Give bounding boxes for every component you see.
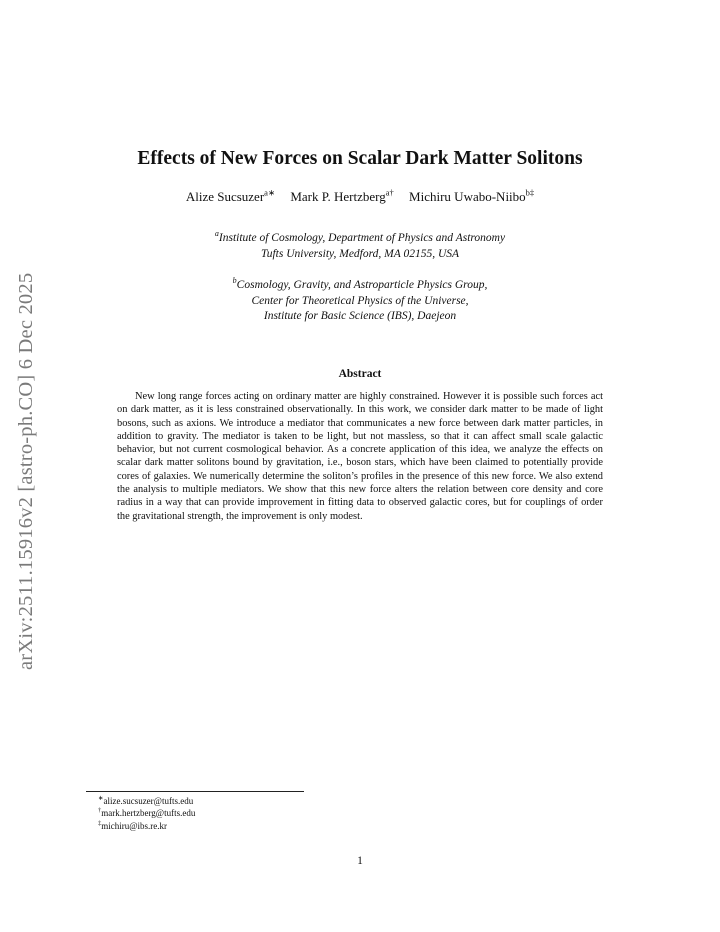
author-marks: a∗ [264, 187, 276, 198]
footnote-divider [86, 791, 304, 792]
author [186, 189, 275, 204]
affiliation-mark: b [232, 276, 237, 286]
abstract-heading: Abstract [338, 368, 382, 380]
footnote [98, 820, 195, 832]
author-name: Michiru Uwabo-Niibo [409, 189, 526, 204]
abstract-text: New long range forces acting on ordinary matter are highly constrained. However it is possible such forces act on dark matter, as it is less constrained observationally. In this work, we consider dark matter to be made of light bosons, such as axions. We introduce a mediator that communicates a new force between dark matter particles, in addition to gravity. The mediator is taken to be light, but not massless, so that it can affect small scale galactic behavior, but not current cosmological behavior. As a concrete application of this idea, we analyze the effects on scalar dark matter solitons bound by gravitation, i.e., boson stars, which have been claimed to potentially provide cores of galaxies. We numerically determine the soliton’s profiles in the presence of this new force. We also extend the analysis to multiple mediators. We show that this new force alters the relation between core density and core radius in a way that can provide improvement in fitting data to observed galactic cores, but for couplings of order the gravitational strength, the improvement is only modest. [117, 391, 603, 522]
affiliation-line: Tufts University, Medford, MA 02155, USA [260, 247, 460, 260]
page-number: 1 [357, 855, 363, 867]
author-name: Alize Sucsuzer [185, 189, 265, 204]
paper-title: Effects of New Forces on Scalar Dark Matter Solitons [137, 148, 583, 169]
footnotes [98, 795, 195, 832]
footnote-mark: ‡ [98, 819, 102, 827]
footnote-email: alize.sucsuzer@tufts.edu [103, 796, 194, 806]
affiliation-text: Institute of Cosmology, Department of Physics and Astronomy [218, 232, 506, 244]
arxiv-identifier: arXiv:2511.15916v2 [astro-ph.CO] 6 Dec 2025 [15, 272, 37, 670]
footnote [98, 807, 195, 819]
affiliation-line [0, 231, 720, 247]
author [290, 189, 393, 204]
author-list [0, 189, 720, 205]
affiliation-line: Center for Theoretical Physics of the Universe, [251, 294, 469, 307]
affiliation-mark: a [214, 229, 219, 239]
affiliation-line: Institute for Basic Science (IBS), Daejeon [263, 310, 457, 322]
author [409, 189, 534, 204]
footnote-mark: † [98, 807, 102, 815]
affiliation-b [0, 278, 720, 325]
affiliation-text: Cosmology, Gravity, and Astroparticle Physics Group, [236, 279, 488, 291]
author-marks: a† [385, 187, 394, 198]
footnote-mark: ∗ [98, 795, 104, 802]
author-marks: b‡ [525, 187, 535, 198]
footnote [98, 795, 195, 807]
affiliation-a [0, 231, 720, 262]
affiliation-line [0, 278, 720, 294]
author-name: Mark P. Hertzberg [290, 189, 386, 204]
footnote-email: mark.hertzberg@tufts.edu [101, 808, 196, 819]
footnote-email: michiru@ibs.re.kr [101, 820, 168, 831]
